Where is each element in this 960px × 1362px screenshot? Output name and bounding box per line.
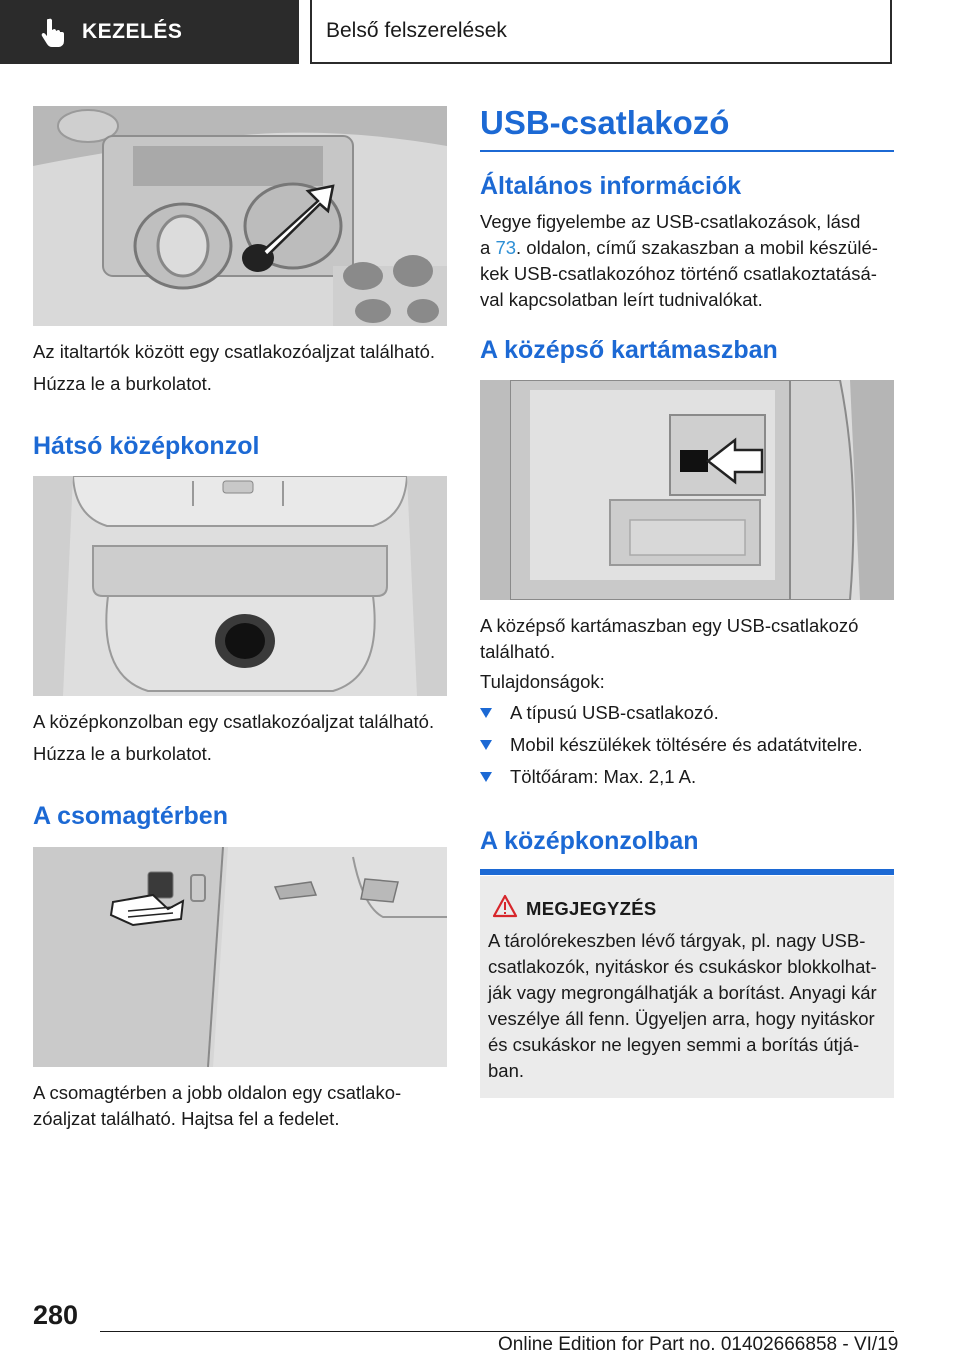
notice-top-rule [480,869,894,875]
trunk-heading: A csomagtérben [33,802,228,830]
general-info-line-2b: . oldalon, című szakaszban a mobil készülé‐ [516,237,878,258]
general-info-line-3: kek USB-csatlakozóhoz történő csatlakoztatásá‐ [480,263,877,284]
list-item [480,732,894,758]
features-label: Tulajdonságok: [480,671,605,692]
edition-info: Online Edition for Part no. 01402666858 - VI/19 [498,1334,899,1355]
general-info-line-2a: a [480,237,496,258]
section-tab [0,0,299,64]
chapter-tab [310,0,892,64]
notice-line: veszélye áll fenn. Ügyeljen arra, hogy nyitáskor [488,1008,875,1029]
trunk-photo [33,847,447,1067]
cupholder-photo [33,106,447,326]
general-info-line-2 [480,235,894,261]
rear-console-caption: A középkonzolban egy csatlakozóaljzat található. [33,711,435,732]
notice-line: csatlakozók, nyitáskor és csukáskor blokkolhat‐ [488,956,877,977]
section-title: KEZELÉS [82,20,183,43]
warning-triangle-icon [492,894,518,918]
notice-line: ban. [488,1060,525,1081]
page-number: 280 [33,1300,79,1330]
general-info-line-1: Vegye figyelembe az USB-csatlakozások, lásd [480,211,861,232]
armrest-caption-line-1: A középső kartámaszban egy USB-csatlakozó [480,615,859,636]
general-info-text [480,209,894,313]
bullet-triangle-icon [480,708,492,718]
cupholder-caption: Az italtartók között egy csatlakozóaljzat található. [33,341,436,362]
notice-line: A tárolórekeszben lévő tárgyak, pl. nagy USB- [488,930,866,951]
console-heading: A középkonzolban [480,827,699,855]
armrest-heading: A középső kartámaszban [480,336,778,364]
features-list [480,700,894,796]
notice-box [480,876,894,1098]
armrest-caption-line-2: található. [480,641,556,662]
notice-line: ják vagy megrongálhatják a borítást. Anyagi kár [488,982,877,1003]
armrest-caption [480,613,894,665]
page-title: USB-csatlakozó [480,104,894,152]
general-info-heading: Általános információk [480,172,742,200]
trunk-caption-line-2: zóaljzat található. Hajtsa fel a fedelet. [33,1108,340,1129]
armrest-photo [480,380,894,600]
hand-pointer-icon [40,17,66,47]
feature-text: Mobil készülékek töltésére és adatátvitelre. [510,734,863,755]
bullet-triangle-icon [480,772,492,782]
rear-console-heading: Hátsó középkonzol [33,432,260,460]
chapter-title: Belső felszerelések [326,19,507,42]
feature-text: Töltőáram: Max. 2,1 A. [510,766,697,787]
cupholder-instruction: Húzza le a burkolatot. [33,373,212,394]
list-item [480,764,894,790]
bullet-triangle-icon [480,740,492,750]
general-info-line-4: val kapcsolatban leírt tudnivalókat. [480,289,763,310]
notice-line: és csukáskor ne legyen semmi a borítás útjá‐ [488,1034,860,1055]
page-reference-link[interactable]: 73 [495,237,517,258]
notice-title: MEGJEGYZÉS [526,898,657,919]
footer-divider [100,1331,894,1332]
notice-body [488,928,888,1084]
feature-text: A típusú USB-csatlakozó. [510,702,719,723]
list-item [480,700,894,726]
trunk-caption-line-1: A csomagtérben a jobb oldalon egy csatlako‐ [33,1082,402,1103]
rear-console-photo [33,476,447,696]
rear-console-instruction: Húzza le a burkolatot. [33,743,212,764]
